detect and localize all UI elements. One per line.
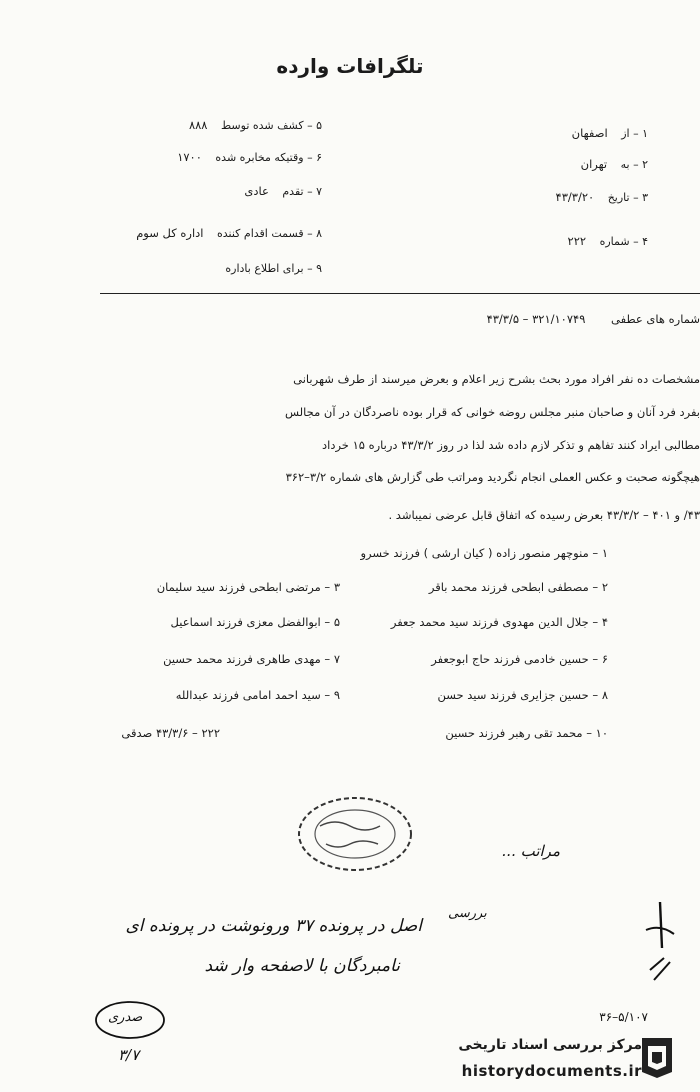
header-value: ۲۲۲ [567,234,587,248]
handwritten-date: ۳/۷ [118,1046,140,1064]
header-field-info-dept [225,262,322,275]
person-item-3: ۳ – مرتضی ابطحی فرزند سید سلیمان [156,580,340,594]
header-label: ۵ – کشف شده توسط [220,119,322,132]
header-value: اصفهان [571,126,608,140]
header-divider [100,293,700,294]
handwritten-line-1: اصل در پرونده ۳۷ ورونوشت در پرونده ای [125,916,422,936]
body-line-5: ۴۳/ و ۴۰۱ – ۴۳/۳/۲ بعرض رسیده که اتفاق قابل عرضی نمیباشد . [388,508,700,522]
person-item-4: ۴ – جلال الدین مهدوی فرزند سید محمد جعفر [390,615,608,629]
header-label: ۸ – قسمت اقدام کننده [216,227,322,240]
header-value: ۸۸۸ [188,118,208,132]
header-label: ۶ – وقتیکه مخابره شده [215,151,322,164]
header-field-date [556,190,648,204]
header-value: ۴۳/۳/۲۰ [555,190,595,204]
header-field-sent-time [177,150,322,164]
header-label: ۱ – از [621,127,648,140]
person-item-1: ۱ – منوچهر منصور زاده ( کیان ارشی ) فرزند خسرو [360,546,608,560]
reference-numbers [360,312,700,326]
person-item-7: ۷ – مهدی طاهری فرزند محمد حسین [163,652,340,666]
handwritten-initial: صدری [108,1010,143,1025]
body-line-4: هیچگونه صحبت و عکس العملی انجام نگردید ومراتب طی گزارش های شماره ۳/۲–۳۶۲ [285,470,700,484]
handwritten-line-2: نامبردگان با لاصفحه وار شد [204,956,400,976]
body-line-1: مشخصات ده نفر افراد مورد بحث بشرح زیر اعلام و بعرض میرسند از طرف شهربانی [293,372,700,386]
person-item-2: ۲ – مصطفی ابطحی فرزند محمد باقر [428,580,608,594]
header-field-to [581,157,648,171]
header-label: ۴ – شماره [599,235,648,248]
header-value: اداره کل سوم [136,226,204,240]
history-center-logo-icon [636,1032,678,1080]
closing-reference: ۲۲۲ – ۴۳/۳/۶ صدقی [121,726,220,740]
watermark-org-name: مرکز بررسی اسناد تاریخی [458,1037,642,1053]
header-label: ۷ – تقدم [282,185,322,198]
header-field-action-dept [136,226,322,240]
body-line-2: بفرد فرد آنان و صاحبان منبر مجلس روضه خوانی که قرار بوده ناصردگان در آن مجالس [285,405,700,419]
header-field-from [572,126,648,140]
header-field-decoded-by [189,118,322,132]
person-item-6: ۶ – حسین خادمی فرزند حاج ابوجعفر [431,652,608,666]
person-item-8: ۸ – حسین جزایری فرزند سید حسن [437,688,608,702]
reference-label: شماره های عطفی [611,312,700,326]
header-value: ۱۷۰۰ [177,150,202,164]
document-title: تلگرافات وارده [276,54,424,78]
header-label: ۹ – برای اطلاع باداره [225,262,322,275]
small-signature: بررسی [448,906,487,921]
header-field-number [568,234,648,248]
header-value: عادی [244,184,269,198]
reference-value: ۳۲۱/۱۰۷۴۹ – ۴۳/۳/۵ [486,312,586,326]
person-item-5: ۵ – ابوالفضل معزی فرزند اسماعیل [170,615,340,629]
official-stamp [290,792,420,882]
header-field-priority [244,184,322,198]
watermark-url: historydocuments.ir [461,1062,642,1080]
person-item-9: ۹ – سید احمد امامی فرزند عبدالله [175,688,340,702]
header-label: ۳ – تاریخ [607,191,648,204]
header-value: تهران [580,157,608,171]
header-label: ۲ – به [620,158,648,171]
body-line-3: مطالبی ایراد کنند تفاهم و تذکر لازم داده شد لذا در روز ۴۳/۳/۲ درباره ۱۵ خرداد [322,438,700,452]
stamp-handwritten-note: مراتب ... [501,842,560,860]
person-item-10: ۱۰ – محمد تقی رهبر فرزند حسین [445,726,608,740]
document-code: ۵/۱۰۷–۳۶ [599,1010,648,1024]
margin-check-marks [640,900,680,990]
